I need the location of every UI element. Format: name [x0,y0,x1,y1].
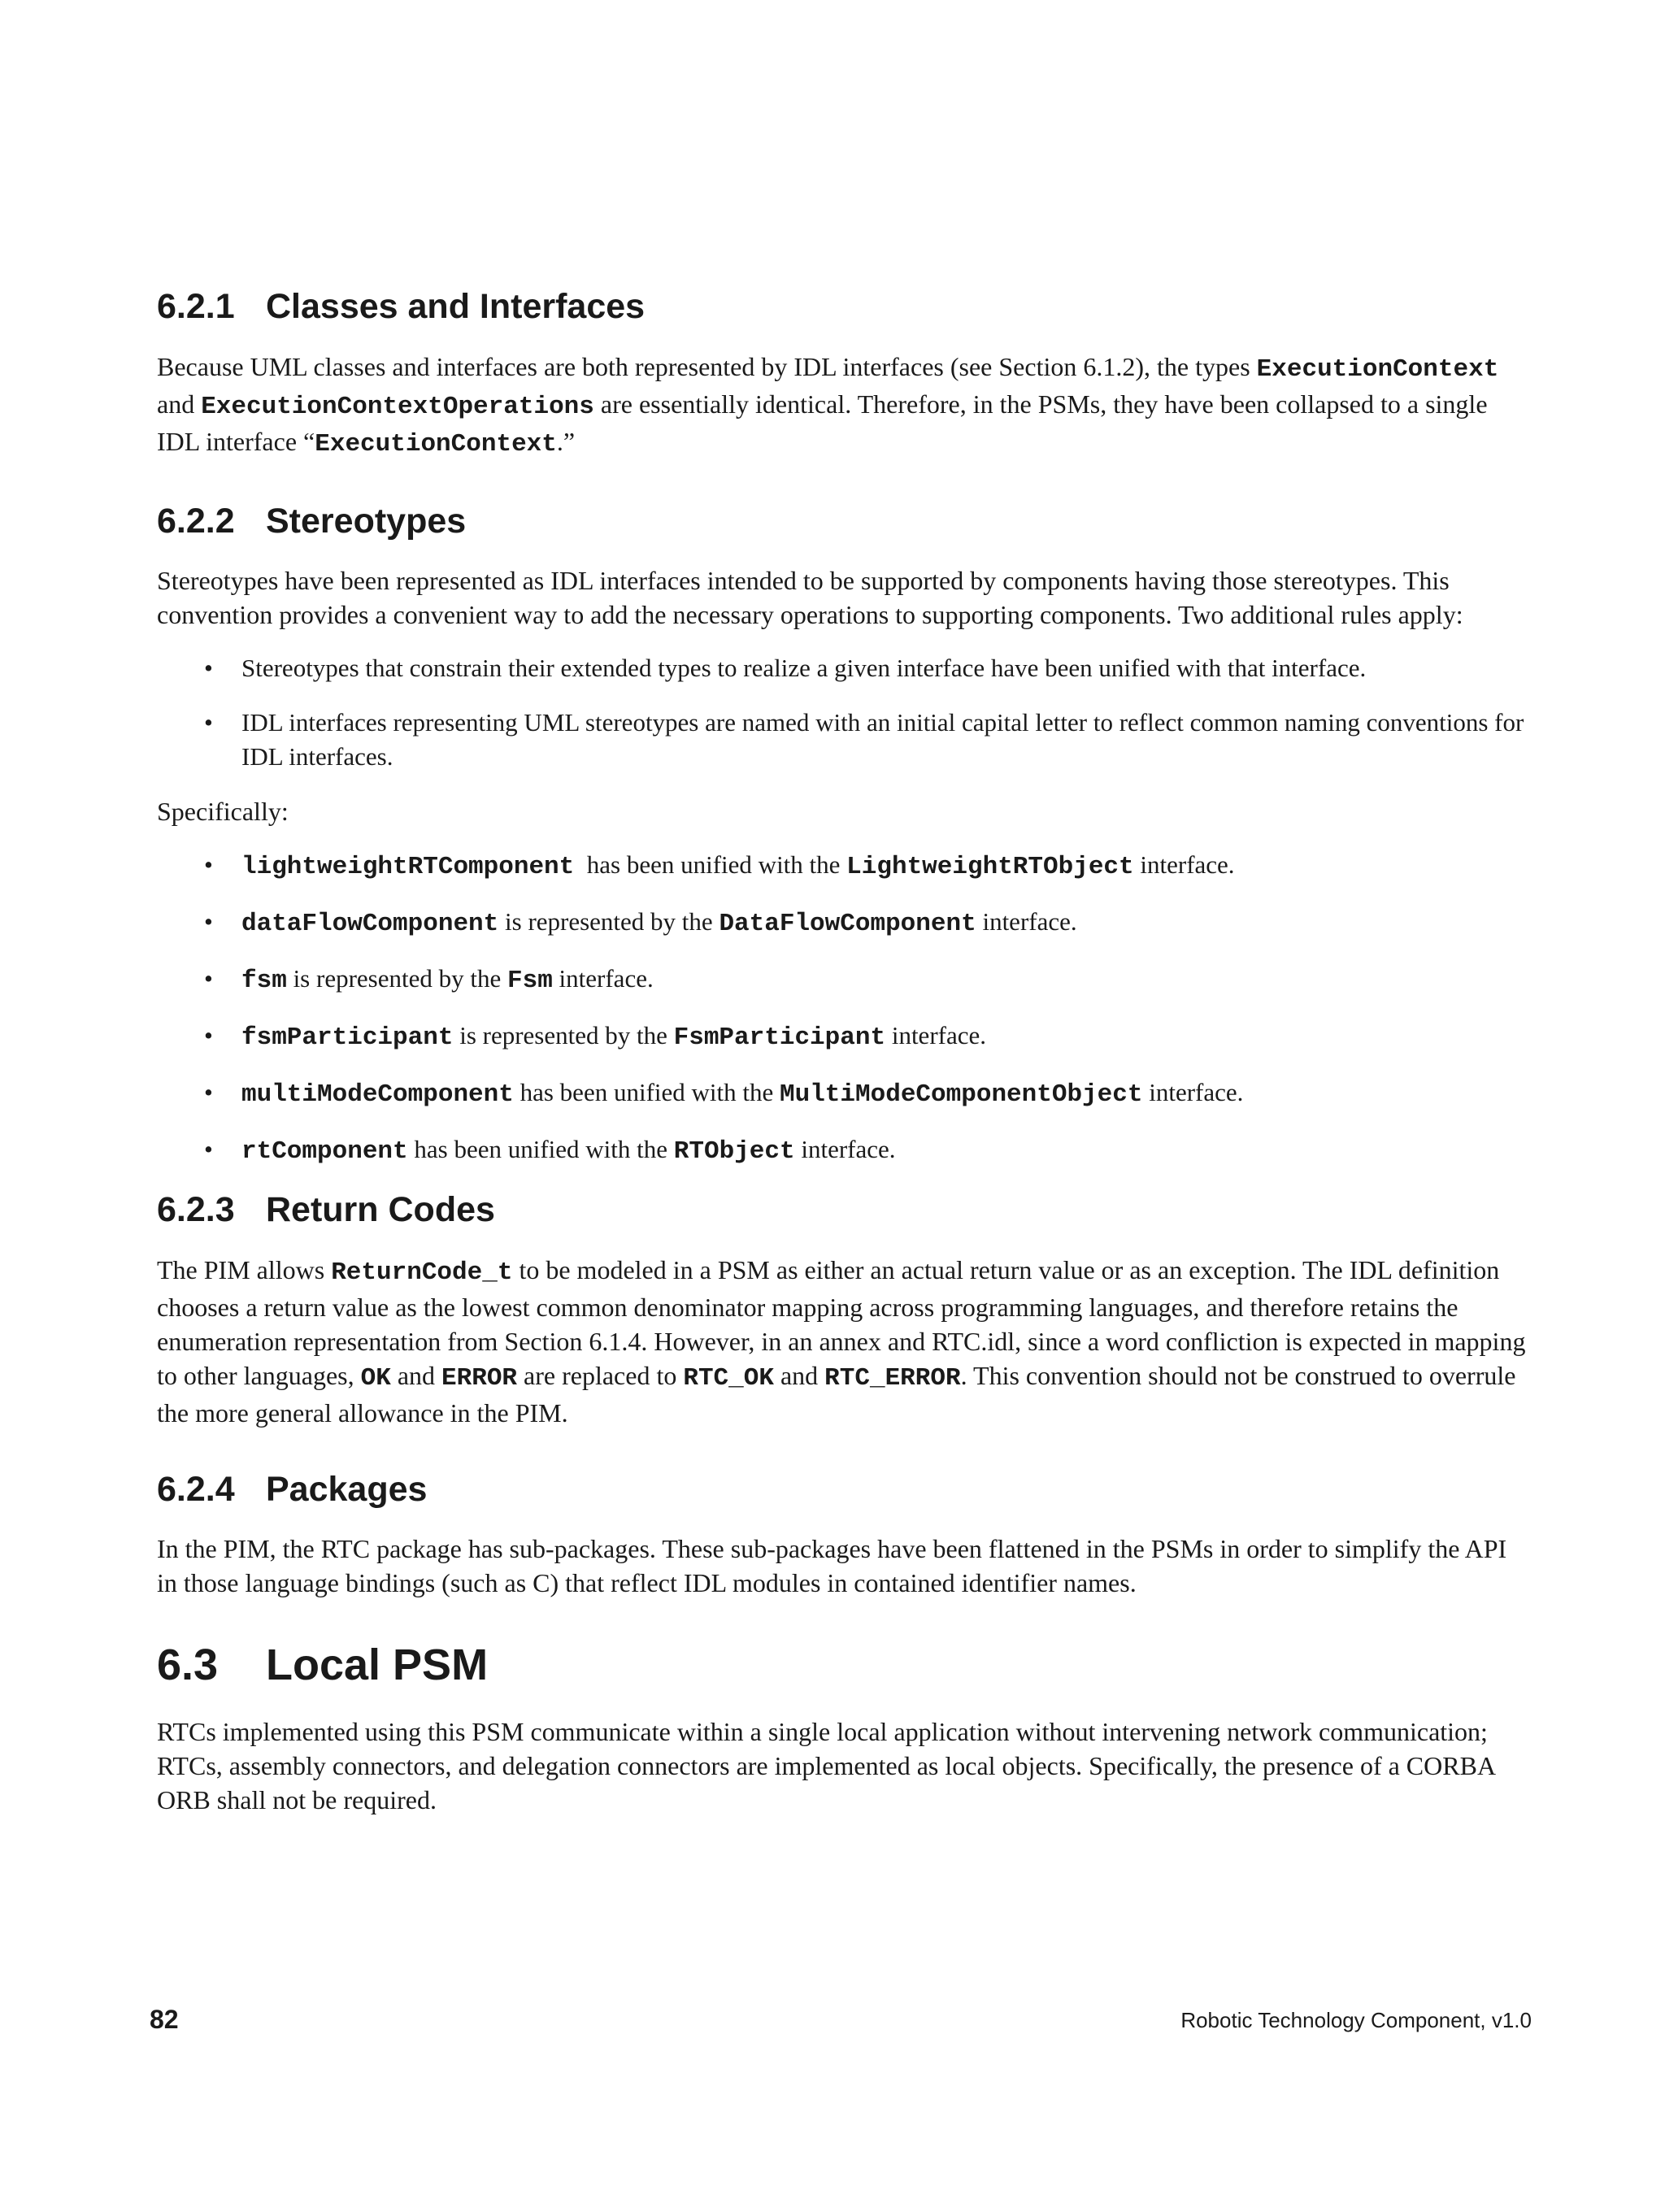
page-number: 82 [150,2005,179,2034]
code-term: MultiModeComponentObject [780,1080,1143,1110]
heading-6-2-4 [157,1469,1531,1511]
text-run: are replaced to [517,1360,684,1390]
text-run: interface. [976,907,1077,937]
text-run: and [390,1360,442,1390]
list-item-text: IDL interfaces representing UML stereotypes are named with an initial capital letter to reflect common naming conventions for IDL interfaces. [241,708,1524,771]
bullet-icon: • [204,1078,213,1107]
text-run: interface. [794,1135,896,1164]
section-number: 6.2.1 [157,287,235,326]
list-item [157,706,1531,774]
section-number: 6.2.2 [157,501,235,541]
code-term: RTC_ERROR [824,1363,961,1393]
code-term: ERROR [441,1363,518,1393]
paragraph-return-codes [157,1253,1531,1430]
list-item [157,905,1531,941]
section-title: Local PSM [266,1641,489,1690]
mappings-list [157,848,1531,1169]
text-run: interface. [885,1021,986,1050]
paragraph-local-psm: RTCs implemented using this PSM communicate within a single local application without intervening network communication; RTCs, assembly connectors, and delegation connectors are implemented as local objects. Specifically, the presence of a CORBA ORB shall not be required. [157,1717,1495,1815]
bullet-icon: • [204,1135,213,1164]
text-run: is represented by the [286,964,507,993]
code-term: Fsm [506,967,553,996]
list-item [157,651,1531,685]
section-title: Packages [266,1469,428,1509]
paragraph-classes-interfaces [157,350,1531,462]
list-item [157,1132,1531,1169]
code-term: ExecutionContextOperations [201,392,594,421]
code-term: ExecutionContext [1256,354,1499,384]
list-item-text: Stereotypes that constrain their extended types to realize a given interface have been unified with that interface. [241,654,1367,683]
code-term: OK [360,1363,391,1393]
text-run: has been unified with the [574,850,847,880]
text-run: and [773,1360,825,1390]
text-run: Because UML classes and interfaces are both represented by IDL interfaces (see Section 6.1.2), the types [157,351,1257,381]
text-run: . This convention should not be construed to overrule the more general allowance in the PIM. [157,1360,1516,1428]
text-run: interface. [552,964,654,993]
section-title: Classes and Interfaces [266,287,646,326]
heading-6-2-3 [157,1189,1531,1232]
bullet-icon: • [204,907,213,937]
list-item [157,962,1531,998]
code-term: LightweightRTObject [846,853,1134,882]
list-item [157,848,1531,884]
section-number: 6.3 [157,1641,219,1690]
text-run: to be modeled in a PSM as either an actual return value or as an exception. The IDL definition chooses a return value as the lowest common denominator mapping across programming languages, and therefore retains the enumeration representation from Section 6.1.4. However, in an annex and RTC.idl, since a word confliction is expected in mapping to other languages, [157,1254,1526,1390]
text-run: has been unified with the [407,1135,674,1164]
code-term: dataFlowComponent [241,910,499,939]
text-run: is represented by the [498,907,719,937]
section-number: 6.2.4 [157,1469,235,1509]
heading-6-2-2 [157,501,1531,543]
text-run: .” [556,426,576,456]
text-run: is represented by the [453,1021,674,1050]
document-title: Robotic Technology Component, v1.0 [1180,2008,1532,2032]
paragraph-specifically: Specifically: [157,797,289,827]
page-footer [150,2005,1532,2037]
heading-6-2-1 [157,286,1531,328]
heading-6-3 [157,1639,1531,1692]
code-term: ReturnCode_t [331,1258,513,1287]
paragraph-stereotypes: Stereotypes have been represented as IDL interfaces intended to be supported by components having those stereotypes. This convention provides a convenient way to add the necessary operations to supporting components. Two additional rules apply: [157,566,1463,630]
paragraph-packages: In the PIM, the RTC package has sub-packages. These sub-packages have been flattened in the PSMs in order to simplify the API in those language bindings (such as C) that reflect IDL modules in contained identifier names. [157,1534,1507,1598]
code-term: RTC_OK [683,1363,774,1393]
section-title: Return Codes [266,1190,495,1230]
text-run: are essentially identical. Therefore, in the PSMs, they have been collapsed to a single IDL interface “ [157,389,1488,456]
code-term: fsmParticipant [241,1023,454,1053]
text-run: has been unified with the [513,1078,780,1107]
code-term: DataFlowComponent [719,910,976,939]
code-term: rtComponent [241,1137,408,1167]
bullet-icon: • [204,850,213,880]
text-run: The PIM allows [157,1254,332,1284]
bullet-icon: • [204,654,213,683]
bullet-icon: • [204,708,213,737]
section-title: Stereotypes [266,501,467,541]
bullet-icon: • [204,964,213,993]
rules-list [157,651,1531,774]
code-term: multiModeComponent [241,1080,514,1110]
code-term: RTObject [673,1137,795,1167]
list-item [157,1076,1531,1112]
text-run: interface. [1142,1078,1244,1107]
code-term: FsmParticipant [673,1023,886,1053]
code-term: lightweightRTComponent [241,853,575,882]
code-term: fsm [241,967,287,996]
section-number: 6.2.3 [157,1190,235,1230]
text-run: interface. [1133,850,1235,880]
bullet-icon: • [204,1021,213,1050]
code-term: ExecutionContext [315,429,557,458]
text-run: and [157,389,202,419]
list-item [157,1019,1531,1055]
page-content [157,286,1531,1856]
